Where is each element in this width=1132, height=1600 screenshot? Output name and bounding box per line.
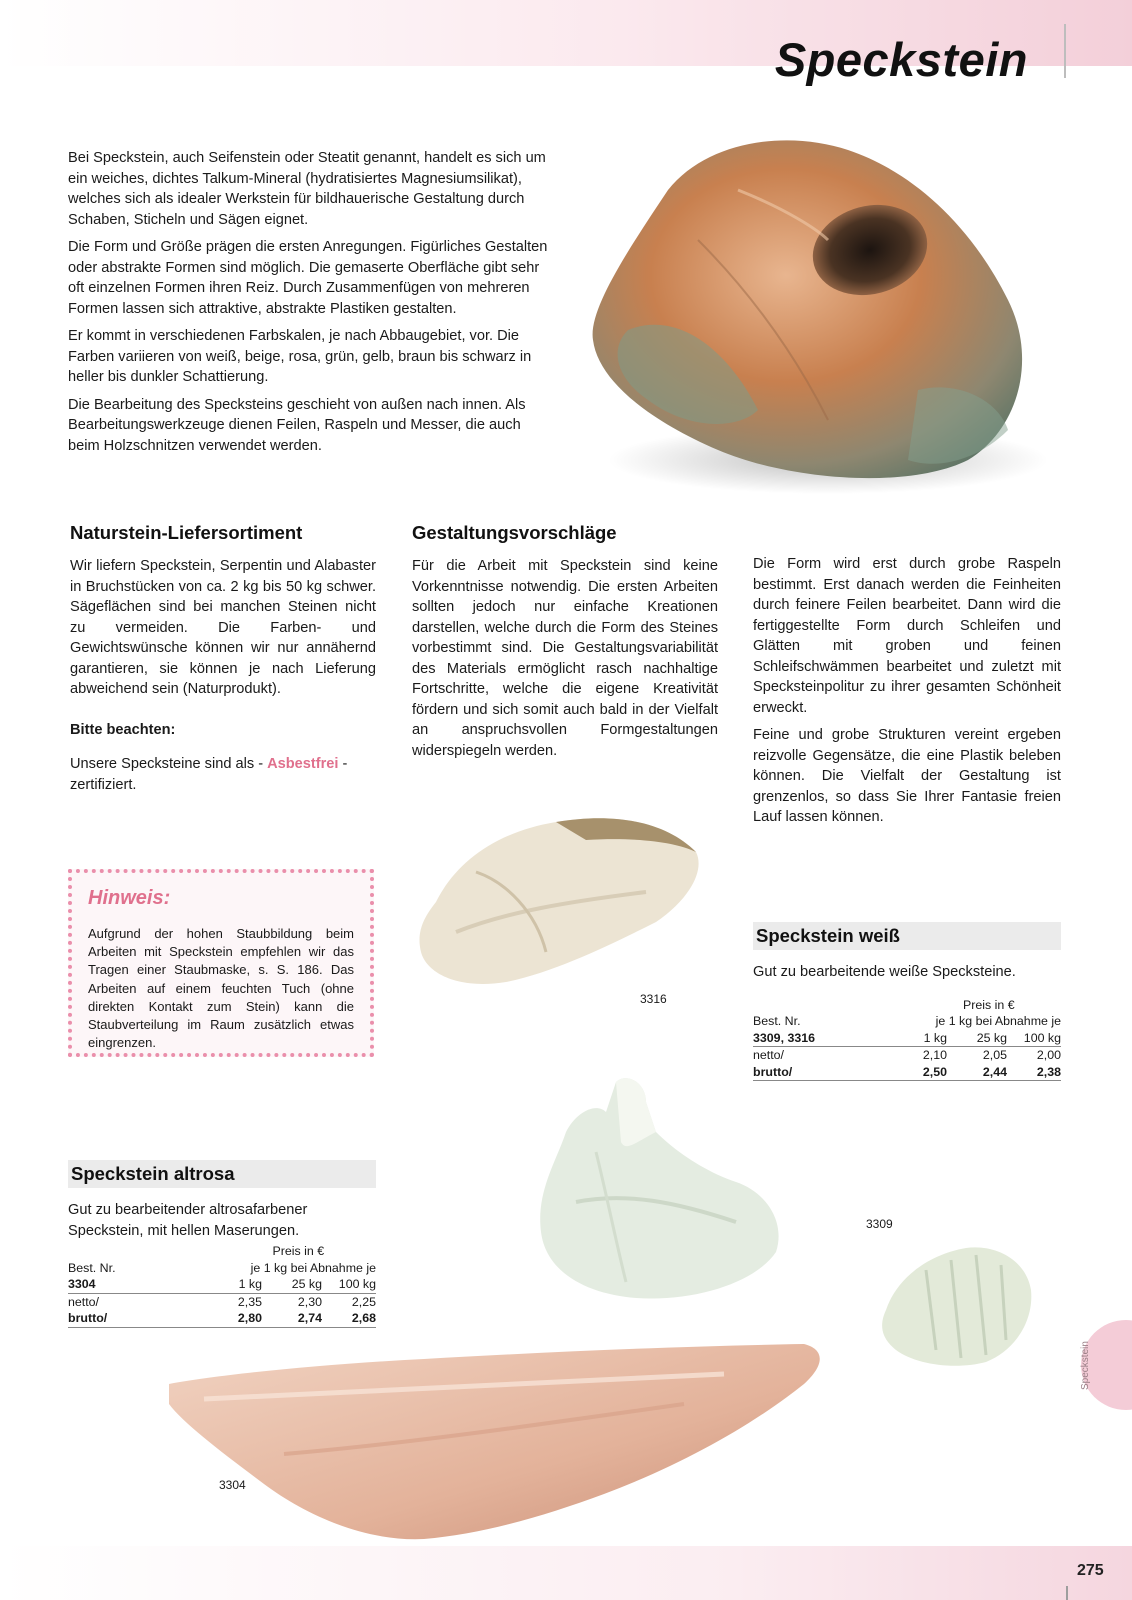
table-row [68, 1293, 376, 1310]
section-text: Für die Arbeit mit Speckstein sind keine Vorkenntnisse notwendig. Die ersten Arbeiten sollten jedoch nur einfache Kreationen darstellen, welche durch die Form des Steines vorbestimmt sind. Die Gestaltungsvariabilität des Materials ermöglicht rasch nachhaltige Fortschritte, welche die eigene Kreativität fördern und sich somit auch bald in der Vielfalt an anspruchsvollen Formgestaltungen widerspiegeln werden. [412, 558, 718, 759]
page-title: Speckstein [774, 33, 1028, 86]
price-value: 2,00 [1036, 1048, 1061, 1062]
price-label: Preis in € [963, 997, 1015, 1012]
price-value: 2,38 [1007, 1064, 1061, 1081]
note-text-after: - zertifiziert. [70, 756, 348, 793]
row-label: brutto/ [753, 1064, 893, 1081]
hinweis-box [68, 869, 374, 1057]
stone-image-3304 [164, 1344, 830, 1544]
hinweis-title: Hinweis: [88, 887, 171, 909]
section-text: Feine und grobe Strukturen vereint ergeben reizvolle Gegensätze, die eine Plastik beleben können. Die Vielfalt der Gestaltung ist grenzenlos, so dass Sie Ihrer Fantasie freien Lauf lassen können. [753, 727, 1061, 825]
column-liefersortiment [70, 522, 376, 802]
bestnr: 3309, 3316 [753, 1030, 893, 1047]
col-header: 25 kg [262, 1276, 322, 1293]
note-heading: Bitte beachten: [70, 721, 176, 738]
section-heading: Naturstein-Liefersortiment [70, 522, 303, 543]
price-value: 2,30 [297, 1294, 322, 1309]
bestnr: 3304 [68, 1276, 197, 1293]
col-header: 100 kg [322, 1276, 376, 1293]
col-header: 25 kg [947, 1030, 1007, 1047]
product-weiss [753, 922, 1061, 1081]
intro-text [68, 148, 554, 463]
price-value: 2,10 [922, 1048, 947, 1062]
stone-image-small [876, 1240, 1036, 1370]
price-table [753, 997, 1061, 1082]
caption-3309: 3309 [866, 1217, 893, 1231]
price-value: 2,35 [237, 1294, 262, 1309]
price-value: 2,50 [893, 1064, 947, 1081]
product-description: Gut zu bearbeitender altrosafarbener Speckstein, mit hellen Maserungen. [68, 1202, 308, 1239]
intro-paragraph: Die Form und Größe prägen die ersten Anregungen. Figürliches Gestalten oder abstrakte Formen sind möglich. Die gemaserte Oberfläche gibt sehr oft einzelnen Formen ihren Reiz. Durch Zusammenfügen von mehreren Formen lassen sich attraktive, abstrakte Plastiken gestalten. [68, 239, 548, 317]
col-header: 1 kg [893, 1030, 947, 1047]
bestnr-label: Best. Nr. [753, 1014, 801, 1028]
stone-image-3316 [416, 812, 712, 996]
column-gestaltung [412, 522, 718, 768]
row-label: netto/ [68, 1294, 100, 1309]
price-value: 2,68 [322, 1310, 376, 1327]
table-row [753, 1047, 1061, 1064]
caption-3316: 3316 [640, 992, 667, 1006]
note-text [70, 754, 376, 795]
col-header: 100 kg [1007, 1030, 1061, 1047]
stone-image-3309 [536, 1072, 796, 1308]
row-label: brutto/ [68, 1310, 197, 1327]
price-value: 2,05 [982, 1048, 1007, 1062]
price-value: 2,25 [351, 1294, 376, 1309]
price-table [68, 1243, 376, 1328]
per-label: je 1 kg bei Abnahme je [250, 1260, 376, 1275]
product-description: Gut zu bearbeitende weiße Specksteine. [753, 964, 1016, 980]
title-divider [1064, 24, 1066, 78]
footer-band [0, 1546, 1132, 1600]
price-value: 2,80 [197, 1310, 262, 1327]
product-altrosa [68, 1160, 376, 1328]
table-row [68, 1310, 376, 1327]
section-text: Die Form wird erst durch grobe Raspeln bestimmt. Erst danach werden die Feinheiten durch feinere Feilen bearbeitet. Dann wird die fertiggestellte Form durch Schleifen und Glätten mit groben und feinen Schleifschwämmen bearbeitet und zuletzt mit Specksteinpolitur zu ihrer gesamten Schönheit erweckt. [753, 556, 1061, 716]
hinweis-text: Aufgrund der hohen Staubbildung beim Arbeiten mit Speckstein empfehlen wir das Tragen einer Staubmaske, s. S. 186. Das Arbeiten auf einem feuchten Tuch (ohne direkten Kontakt zum Stein) kann die Staubverteilung im Raum zusätzlich etwas eingrenzen. [88, 926, 354, 1051]
col-header: 1 kg [197, 1276, 262, 1293]
per-label: je 1 kg bei Abnahme je [935, 1014, 1061, 1028]
section-heading: Gestaltungsvorschläge [412, 522, 617, 543]
product-heading: Speckstein altrosa [68, 1160, 376, 1188]
caption-3304: 3304 [219, 1478, 246, 1492]
column-bearbeitung [753, 554, 1061, 835]
product-heading: Speckstein weiß [753, 922, 1061, 950]
price-label: Preis in € [272, 1244, 325, 1258]
side-tab-label: Speckstein [1080, 1341, 1091, 1390]
intro-paragraph: Er kommt in verschiedenen Farbskalen, je nach Abbaugebiet, vor. Die Farben variieren von weiß, beige, rosa, grün, gelb, braun bis schwarz in heller bis dunkler Schattierung. [68, 328, 532, 385]
intro-paragraph: Die Bearbeitung des Specksteins geschieht von außen nach innen. Als Bearbeitungswerkzeuge dienen Feilen, Raspeln und Messer, die auch beim Holzschnitzen verwendet werden. [68, 396, 526, 454]
section-text: Wir liefern Speckstein, Serpentin und Alabaster in Bruchstücken von ca. 2 kg bis 50 kg schwer. Sägeflächen sind bei manchen Steinen nicht zu vermeiden. Die Farben- und Gewichtswünsche können wir nur annähernd garantieren, sie können je nach Lieferung abweichend sein (Naturprodukt). [70, 558, 376, 697]
page-number-divider [1066, 1586, 1068, 1600]
note-text-before: Unsere Specksteine sind als - [70, 756, 268, 772]
asbestfrei-highlight: Asbestfrei [267, 756, 339, 772]
price-value: 2,44 [947, 1064, 1007, 1081]
page-number: 275 [1077, 1562, 1104, 1579]
price-value: 2,74 [262, 1310, 322, 1327]
table-row [753, 1064, 1061, 1081]
bestnr-label: Best. Nr. [68, 1260, 116, 1275]
intro-paragraph: Bei Speckstein, auch Seifenstein oder Steatit genannt, handelt es sich um ein weiches, dichtes Talkum-Mineral (hydratisiertes Magnesiumsilikat), welches sich als idealer Werkstein für bildhauerische Gestaltung durch Schaben, Sticheln und Sägen eignet. [68, 150, 546, 228]
sculpture-image [588, 130, 1050, 502]
row-label: netto/ [753, 1048, 785, 1062]
